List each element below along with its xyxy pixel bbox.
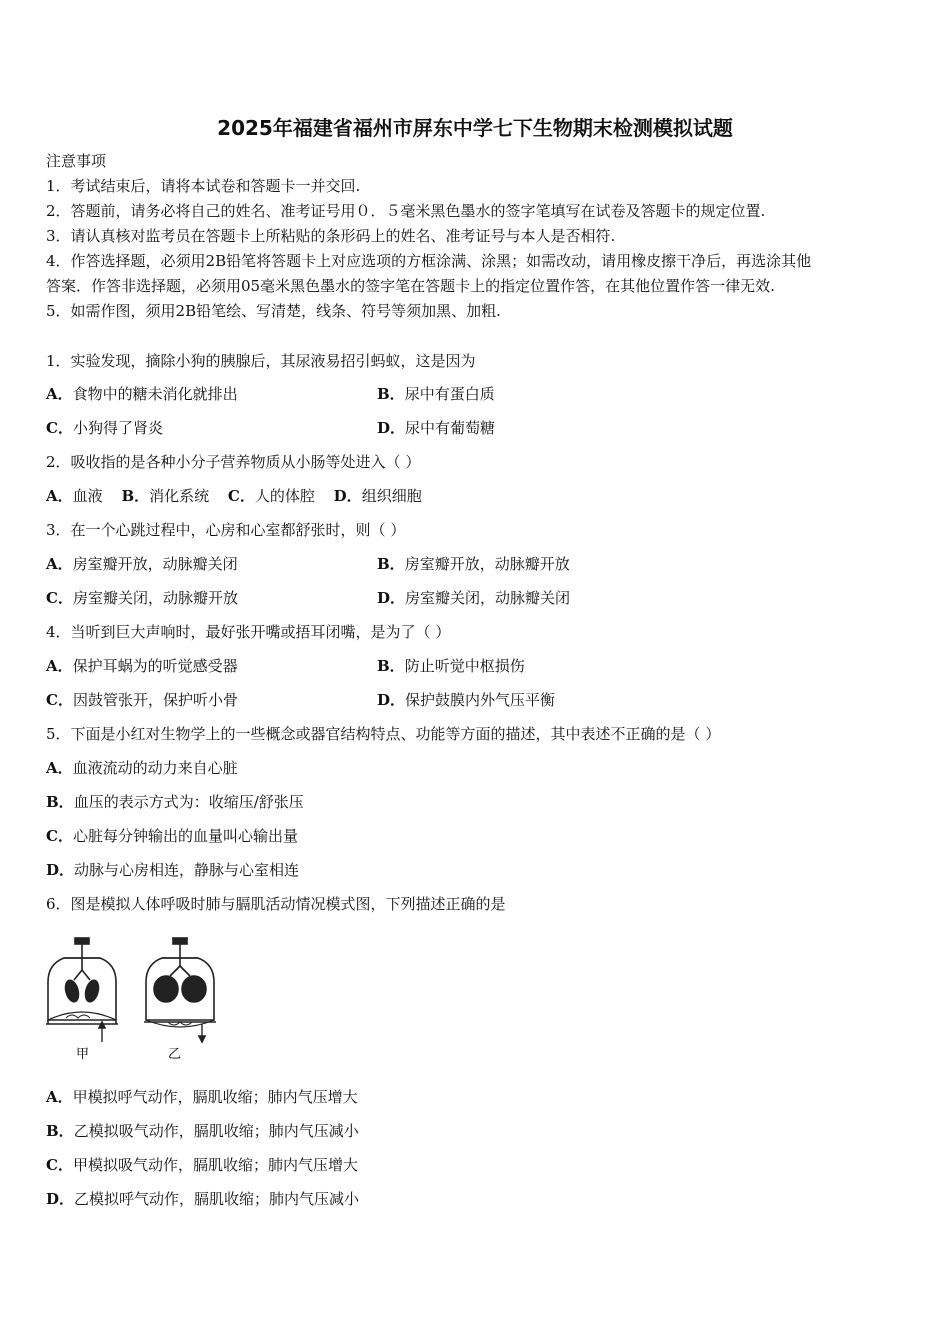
option-text: 消化系统: [149, 487, 210, 505]
option-label: A．: [46, 487, 73, 505]
q4-option-c: [46, 690, 238, 710]
option-label: A．: [46, 1088, 73, 1106]
notice-line: 2．答题前，请务必将自己的姓名、准考证号用０．５毫米黑色墨水的签字笔填写在试卷及答题卡的规定位置.: [46, 202, 766, 220]
option-label: D．: [377, 691, 406, 709]
option-text: 保护鼓膜内外气压平衡: [405, 691, 556, 709]
q1-option-b: [377, 384, 495, 404]
q6-option-c: [46, 1155, 358, 1175]
option-label: B．: [121, 487, 150, 505]
option-text: 尿中有蛋白质: [404, 385, 495, 403]
question-2-stem: 2．吸收指的是各种小分子营养物质从小肠等处进入（ ）: [46, 453, 421, 471]
page-title: 2025年福建省福州市屏东中学七下生物期末检测模拟试题: [217, 116, 733, 140]
notice-line: 1．考试结束后，请将本试卷和答题卡一并交回.: [46, 177, 361, 195]
q3-option-b: [377, 554, 570, 574]
q5-option-b: [46, 792, 304, 812]
q1-option-c: [46, 418, 163, 438]
option-text: 房室瓣关闭，动脉瓣关闭: [405, 589, 571, 607]
bell-jar-diagram: [44, 934, 224, 1064]
q4-option-d: [377, 690, 555, 710]
option-label: C．: [46, 691, 73, 709]
q1-option-a: [46, 384, 238, 404]
jar-jia: [46, 938, 118, 1042]
option-text: 房室瓣开放，动脉瓣开放: [404, 555, 570, 573]
q3-option-d: [377, 588, 570, 608]
option-text: 保护耳蜗为的听觉感受器: [72, 657, 238, 675]
q3-option-a: [46, 554, 238, 574]
option-label: C．: [46, 419, 73, 437]
q1-option-d: [377, 418, 495, 438]
option-label: B．: [377, 555, 405, 573]
option-label: A．: [46, 555, 73, 573]
option-label: D．: [46, 1190, 75, 1208]
option-text: 乙模拟吸气动作，膈肌收缩；肺内气压减小: [73, 1122, 359, 1140]
option-text: 人的体腔: [254, 487, 315, 505]
option-label: C．: [46, 1156, 73, 1174]
option-text: 房室瓣关闭，动脉瓣开放: [72, 589, 238, 607]
option-text: 乙模拟呼气动作，膈肌收缩；肺内气压减小: [74, 1190, 360, 1208]
q2-option-b: [121, 487, 209, 505]
question-4-stem: 4．当听到巨大声响时，最好张开嘴或捂耳闭嘴，是为了（ ）: [46, 623, 451, 641]
q5-option-a: [46, 758, 238, 778]
q2-options: [46, 486, 436, 506]
option-label: D．: [333, 487, 362, 505]
option-text: 血压的表示方式为：收缩压/舒张压: [73, 793, 304, 811]
option-text: 甲模拟吸气动作，膈肌收缩；肺内气压增大: [72, 1156, 358, 1174]
q6-option-b: [46, 1121, 359, 1141]
notice-line: 答案．作答非选择题，必须用05毫米黑色墨水的签字笔在答题卡上的指定位置作答，在其他位置作答一律无效.: [46, 277, 775, 295]
q6-option-d: [46, 1189, 359, 1209]
question-3-stem: 3．在一个心跳过程中，心房和心室都舒张时，则（ ）: [46, 521, 406, 539]
option-label: B．: [377, 385, 405, 403]
question-1-stem: 1．实验发现，摘除小狗的胰腺后，其尿液易招引蚂蚁，这是因为: [46, 352, 476, 370]
q2-option-a: [46, 487, 103, 505]
option-label: A．: [46, 657, 73, 675]
jar-yi: [144, 938, 216, 1042]
option-text: 心脏每分钟输出的血量叫心输出量: [72, 827, 298, 845]
option-label: C．: [227, 487, 255, 505]
q3-option-c: [46, 588, 238, 608]
option-text: 防止听觉中枢损伤: [404, 657, 525, 675]
option-label: B．: [377, 657, 405, 675]
q4-option-a: [46, 656, 238, 676]
option-text: 房室瓣开放，动脉瓣关闭: [72, 555, 238, 573]
option-text: 因鼓管张开，保护听小骨: [72, 691, 238, 709]
breathing-model-figure: [44, 934, 224, 1064]
option-label: C．: [46, 589, 73, 607]
option-text: 血液: [72, 487, 103, 505]
option-text: 尿中有葡萄糖: [405, 419, 496, 437]
option-label: A．: [46, 385, 73, 403]
question-6-stem: 6．图是模拟人体呼吸时肺与膈肌活动情况模式图，下列描述正确的是: [46, 895, 506, 913]
option-text: 小狗得了肾炎: [72, 419, 163, 437]
notice-line: 3．请认真核对监考员在答题卡上所粘贴的条形码上的姓名、准考证号与本人是否相符.: [46, 227, 616, 245]
q2-option-d: [334, 487, 422, 505]
option-text: 动脉与心房相连，静脉与心室相连: [74, 861, 300, 879]
notice-heading: 注意事项: [46, 152, 107, 170]
option-label: C．: [46, 827, 73, 845]
q5-option-d: [46, 860, 299, 880]
notice-line: 4．作答选择题，必须用2B铅笔将答题卡上对应选项的方框涂满、涂黑；如需改动，请用橡皮擦干净后，再选涂其他: [46, 252, 812, 270]
option-text: 食物中的糖未消化就排出: [72, 385, 238, 403]
option-text: 组织细胞: [361, 487, 422, 505]
option-label: D．: [377, 589, 406, 607]
q4-option-b: [377, 656, 525, 676]
question-5-stem: 5．下面是小红对生物学上的一些概念或器官结构特点、功能等方面的描述，其中表述不正确的是（ ）: [46, 725, 721, 743]
option-label: D．: [377, 419, 406, 437]
notice-line: 5．如需作图，须用2B铅笔绘、写清楚，线条、符号等须加黑、加粗.: [46, 302, 501, 320]
figure-label-jia: 甲: [76, 1047, 90, 1062]
option-label: D．: [46, 861, 75, 879]
q5-option-c: [46, 826, 298, 846]
q2-option-c: [228, 487, 315, 505]
option-label: B．: [46, 1122, 74, 1140]
option-text: 甲模拟呼气动作，膈肌收缩；肺内气压增大: [72, 1088, 358, 1106]
q6-option-a: [46, 1087, 358, 1107]
figure-label-yi: 乙: [168, 1047, 182, 1062]
option-text: 血液流动的动力来自心脏: [72, 759, 238, 777]
option-label: A．: [46, 759, 73, 777]
option-label: B．: [46, 793, 74, 811]
